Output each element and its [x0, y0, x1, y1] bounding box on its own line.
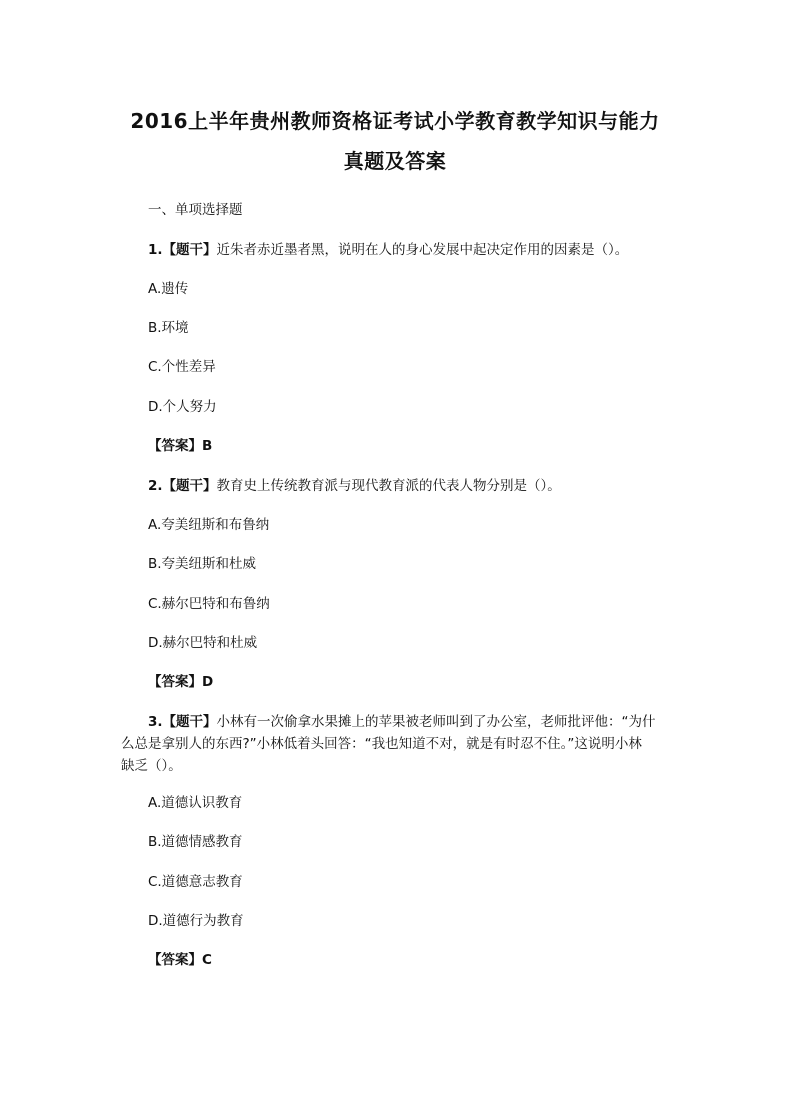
question-1-tag: 【题干】 [162, 242, 217, 258]
question-2-option-d: D.赫尔巴特和杜威 [148, 635, 258, 651]
question-1-option-c: C.个性差异 [148, 359, 216, 375]
question-2-answer-value: D [202, 674, 214, 690]
question-3-option-d: D.道德行为教育 [148, 913, 244, 929]
question-2-answer-label: 【答案】 [148, 674, 202, 690]
question-2-number: 2. [148, 478, 163, 494]
question-3-stem-line2: 么总是拿别人的东西?”小林低着头回答：“我也知道不对，就是有时忍不住。”这说明小林 [121, 736, 642, 752]
question-3-number: 3. [148, 714, 163, 730]
question-3-stem-line3: 缺乏（）。 [121, 758, 182, 774]
question-3-option-c: C.道德意志教育 [148, 874, 243, 890]
question-3-stem-line1 [148, 712, 656, 732]
question-1-answer-label: 【答案】 [148, 438, 202, 454]
page-title-line1: 2016上半年贵州教师资格证考试小学教育教学知识与能力 [130, 109, 660, 133]
question-1-option-b: B.环境 [148, 320, 189, 336]
question-1-stem: 近朱者赤近墨者黑，说明在人的身心发展中起决定作用的因素是（）。 [216, 242, 629, 258]
question-2-option-c: C.赫尔巴特和布鲁纳 [148, 596, 270, 612]
question-1-stem-line [148, 240, 628, 260]
question-2-option-a: A.夸美纽斯和布鲁纳 [148, 517, 270, 533]
question-3-answer [148, 950, 212, 970]
question-1-option-d: D.个人努力 [148, 399, 217, 415]
question-3-answer-label: 【答案】 [148, 952, 202, 968]
question-1-answer-value: B [202, 438, 213, 454]
question-2-tag: 【题干】 [162, 478, 217, 494]
question-1-number: 1. [148, 242, 163, 258]
question-1-option-a: A.遗传 [148, 281, 189, 297]
question-3-option-a: A.道德认识教育 [148, 795, 243, 811]
question-3-tag: 【题干】 [162, 714, 217, 730]
question-2-answer [148, 672, 213, 692]
question-2-stem-line [148, 476, 561, 496]
question-2-stem: 教育史上传统教育派与现代教育派的代表人物分别是（）。 [216, 478, 561, 494]
section-heading: 一、单项选择题 [148, 202, 243, 218]
question-1-answer [148, 436, 212, 456]
question-3-option-b: B.道德情感教育 [148, 834, 243, 850]
question-2-option-b: B.夸美纽斯和杜威 [148, 556, 257, 572]
question-3-stem-part1: 小林有一次偷拿水果摊上的苹果被老师叫到了办公室，老师批评他：“为什 [216, 714, 656, 730]
page-title-line2: 真题及答案 [343, 149, 447, 173]
question-3-answer-value: C [202, 952, 212, 968]
